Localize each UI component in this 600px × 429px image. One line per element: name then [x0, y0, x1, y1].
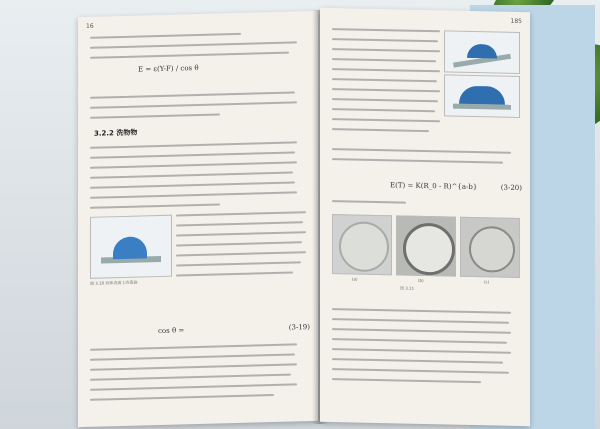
equation: [158, 326, 184, 335]
formula-text: cos θ =: [158, 326, 185, 336]
figure-label: (a): [352, 276, 358, 282]
droplet-figure: [444, 74, 520, 118]
right-page: [320, 8, 530, 426]
text-block: [90, 11, 306, 17]
text-block: [90, 11, 306, 17]
text-block: [332, 8, 518, 12]
micrograph-image: [332, 214, 392, 275]
text-block: [90, 11, 306, 17]
equation: E = ε(Y-F) / cos θ: [138, 63, 199, 74]
text-block: [176, 211, 306, 214]
droplet-figure: [90, 215, 172, 279]
text-block: [332, 8, 518, 12]
equation-number: (3-19): [288, 323, 310, 332]
figure-label: (c): [484, 279, 490, 285]
page-number: 185: [510, 17, 522, 26]
text-block: [90, 11, 306, 17]
equation: E(T) = K(R_0 - R)^{a-b}: [390, 181, 478, 192]
text-block: [332, 8, 518, 12]
micrograph-image: [460, 217, 520, 278]
figure-caption: 图 3.11: [400, 285, 415, 291]
micrograph-image: [396, 215, 456, 276]
figure-caption: 图 3.10 固体表面上的液滴: [90, 279, 138, 286]
droplet-figure: [444, 30, 520, 74]
equation-number: (3-20): [500, 183, 522, 193]
left-page: [78, 11, 318, 427]
text-block: [332, 8, 440, 10]
open-book: [20, 0, 600, 429]
page-number: 16: [86, 22, 94, 30]
section-heading: 3.2.2 洗物物: [94, 128, 138, 138]
figure-label: (b): [418, 277, 424, 283]
